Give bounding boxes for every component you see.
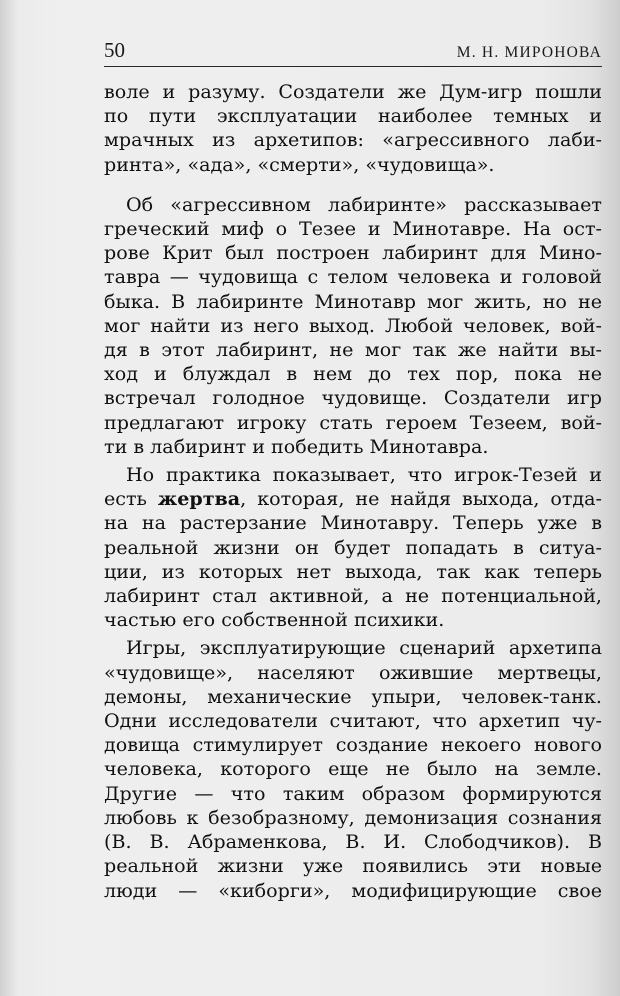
text-line: ход и блуждал в нем до тех пор, пока не <box>104 362 602 386</box>
text-line: мог найти из него выход. Любой человек, вой- <box>104 313 602 337</box>
text-run: есть <box>104 487 158 511</box>
text-line: лабиринт стал активной, а не потенциальной, <box>104 584 602 608</box>
text-line: Другие — что таким образом формируются <box>104 781 602 805</box>
text-line: (В. В. Абраменкова, В. И. Слободчиков). В <box>104 830 602 854</box>
text-line: Об «агрессивном лабиринте» рассказывает <box>126 192 602 216</box>
text-line: человека, которого еще не было на земле. <box>104 757 602 781</box>
body-text <box>104 80 602 903</box>
text-line: Игры, эксплуатирующие сценарий архетипа <box>126 636 602 660</box>
page-header <box>104 38 602 68</box>
text-line: ринта», «ада», «смерти», «чудовища». <box>104 152 495 176</box>
text-line: реальной жизни уже появились эти новые <box>104 854 602 878</box>
text-line: дя в этот лабиринт, не мог так же найти вы- <box>104 338 602 362</box>
text-line <box>104 487 602 511</box>
running-head-author: М. Н. МИРОНОВА <box>456 44 602 61</box>
text-line: реальной жизни он будет попадать в ситуа- <box>104 535 602 559</box>
text-line: Одни исследователи считают, что архетип чу- <box>104 709 602 733</box>
text-line: «чудовище», населяют ожившие мертвецы, <box>104 660 602 684</box>
text-line: воле и разуму. Создатели же Дум-игр пошли <box>104 80 602 103</box>
paragraph-gap <box>104 177 602 193</box>
paragraph <box>104 463 602 632</box>
text-line: частью его собственной психики. <box>104 608 445 632</box>
text-line: Но практика показывает, что игрок-Тезей и <box>126 463 602 487</box>
text-line: рове Крит был построен лабиринт для Мино- <box>104 241 602 265</box>
text-line: предлагают игроку стать героем Тезеем, вой- <box>104 410 602 434</box>
text-line: мрачных из архетипов: «агрессивного лаби- <box>104 128 602 152</box>
text-line: ции, из которых нет выхода, так как теперь <box>104 559 602 583</box>
text-line: греческий миф о Тезее и Минотавре. На ост- <box>104 217 602 241</box>
paragraph <box>104 80 602 177</box>
text-line: встречал голодное чудовище. Создатели игр <box>104 386 602 410</box>
text-line: на на растерзание Минотавру. Теперь уже в <box>104 511 602 535</box>
text-run: , которая, не найдя выхода, отда- <box>240 487 602 511</box>
text-line: довища стимулирует создание некоего нового <box>104 733 602 757</box>
text-line: тавра — чудовища с телом человека и головой <box>104 265 602 289</box>
text-line: любовь к безобразному, демонизация сознания <box>104 805 602 829</box>
page-number: 50 <box>104 38 125 62</box>
text-line: ти в лабиринт и победить Минотавра. <box>104 434 489 458</box>
text-line: по пути эксплуатации наиболее темных и <box>104 104 602 128</box>
header-rule <box>104 66 602 67</box>
text-line: быка. В лабиринте Минотавр мог жить, но не <box>104 289 602 313</box>
text-line: люди — «киборги», модифицирующие свое <box>104 878 602 902</box>
text-line: демоны, механические упыри, человек-танк. <box>104 684 602 708</box>
paragraph <box>104 636 602 902</box>
paragraph <box>104 193 602 459</box>
emphasized-term: жертва <box>157 487 241 511</box>
